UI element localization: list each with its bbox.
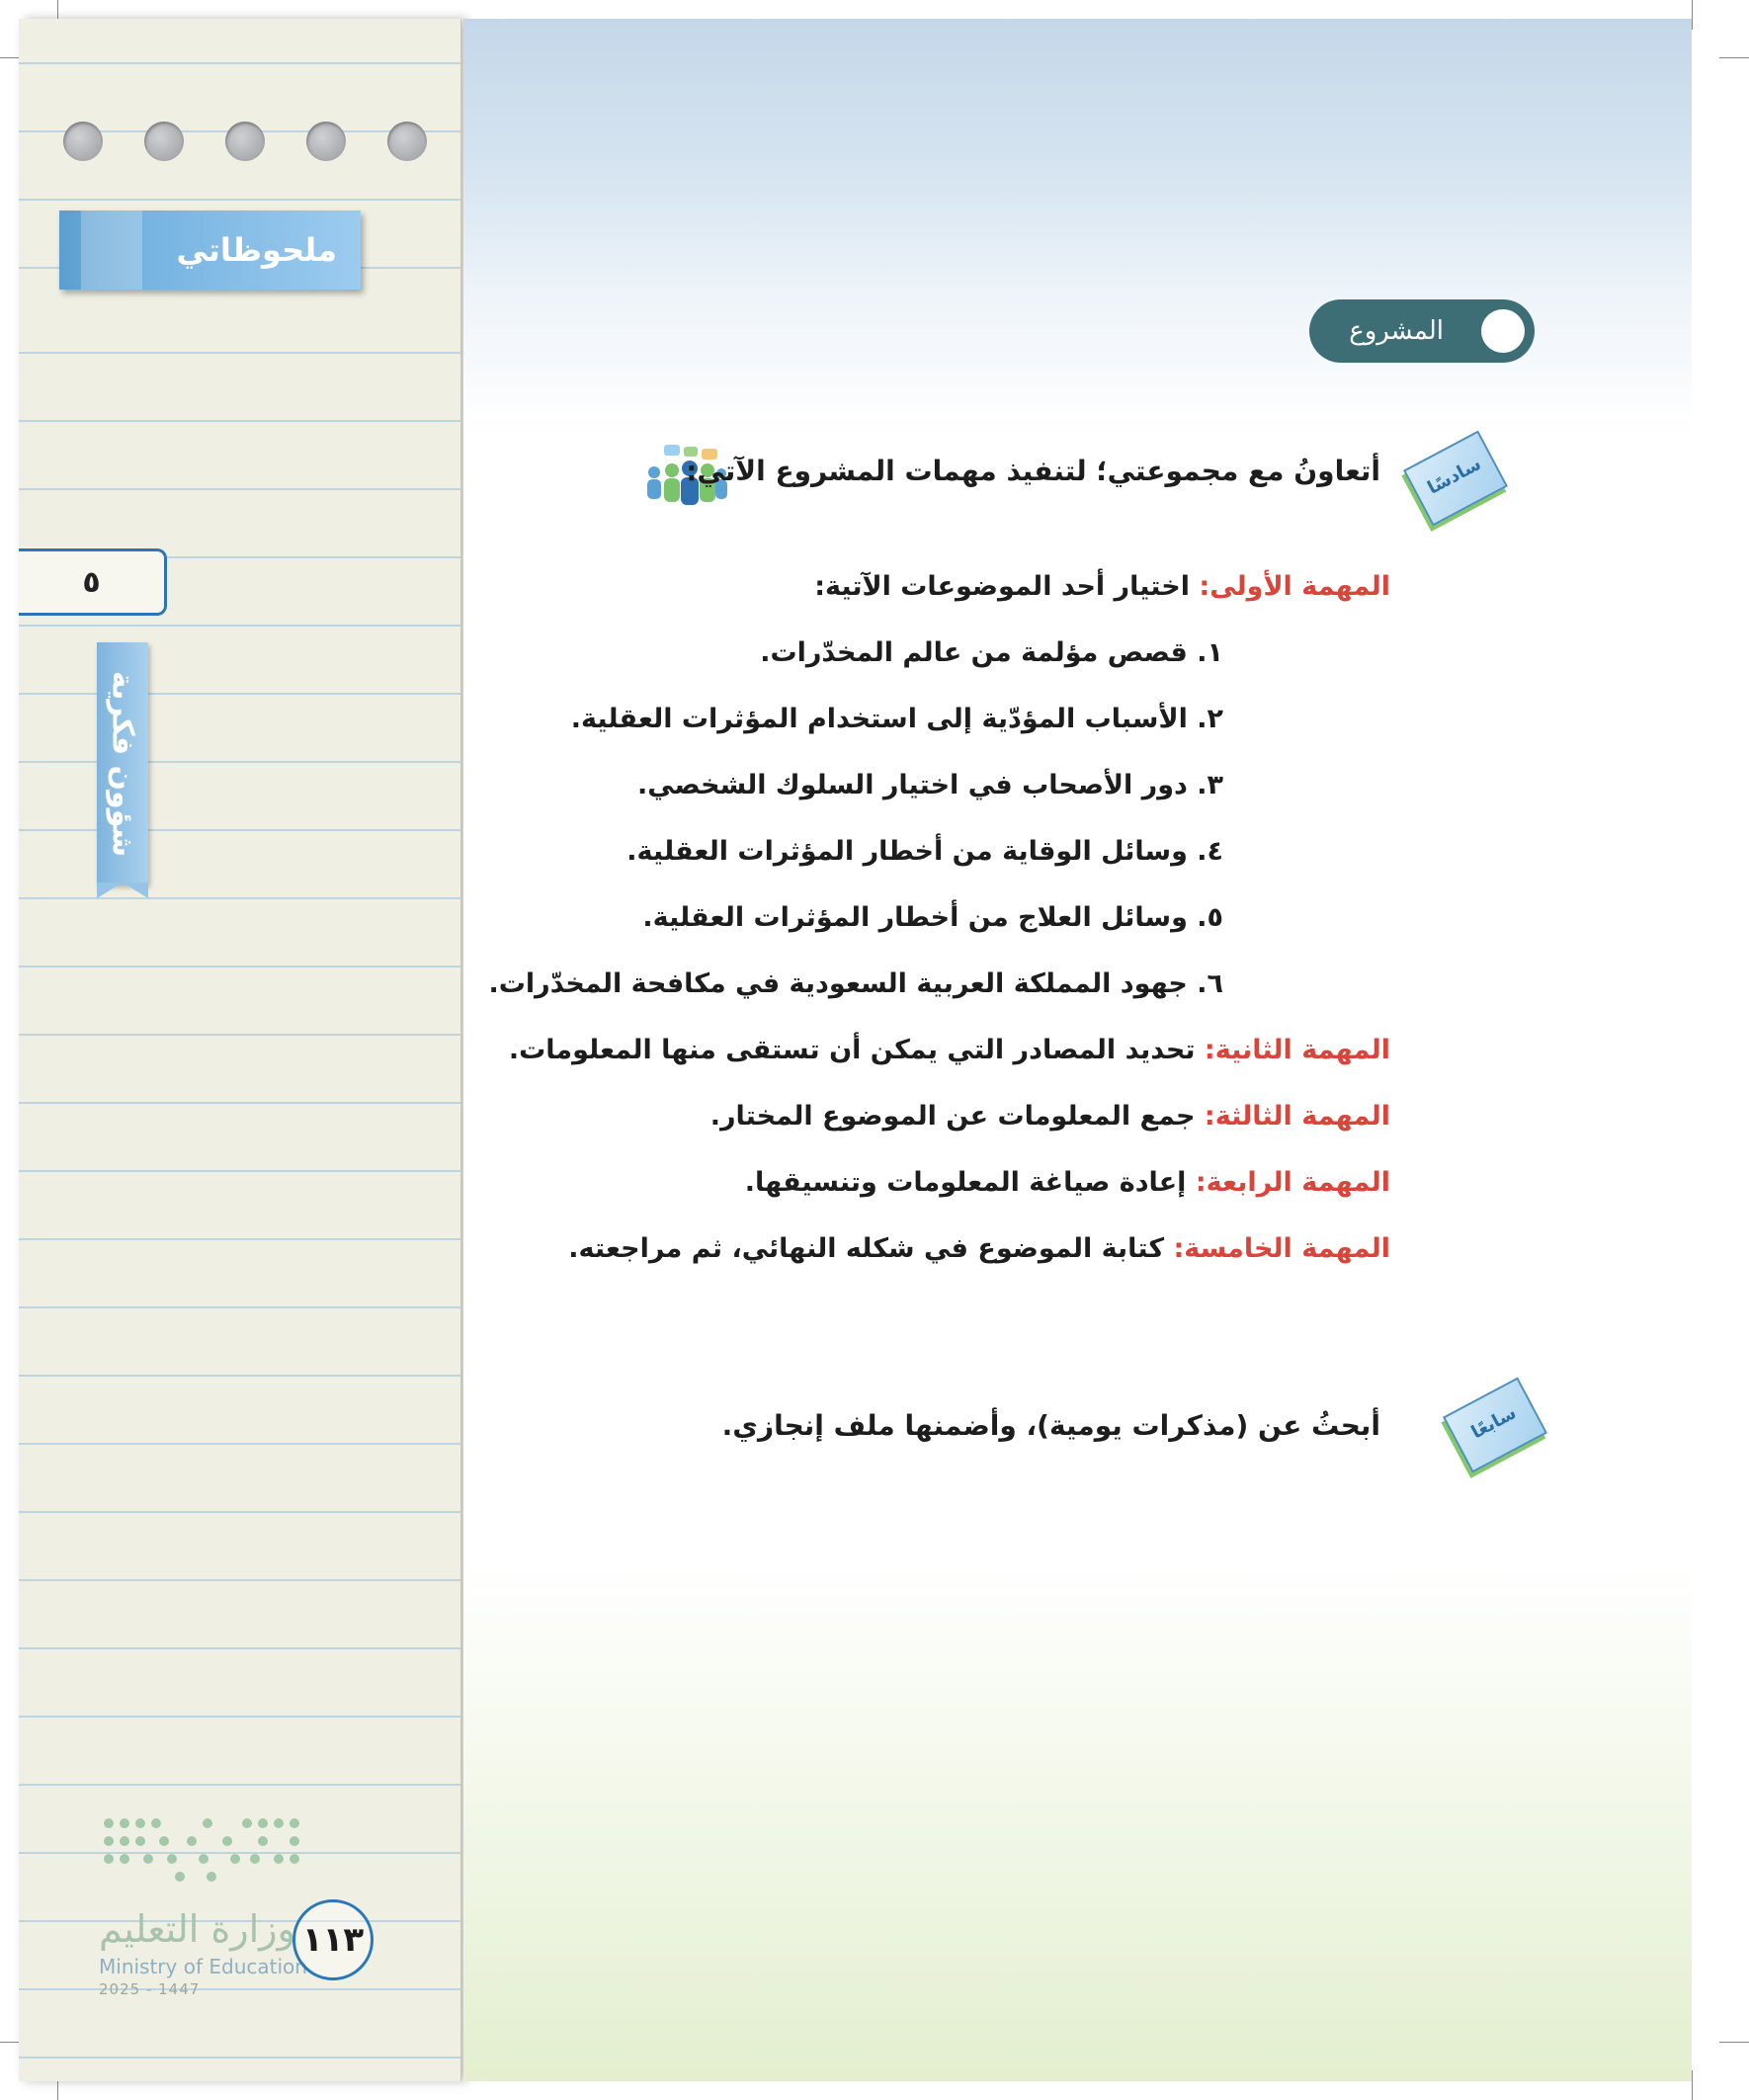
unit-number-box: [19, 548, 167, 616]
notes-title-text: ملحوظاتي: [176, 231, 337, 269]
task-one-label: المهمة الأولى:: [1199, 571, 1390, 602]
task-four-text: إعادة صياغة المعلومات وتنسيقها.: [744, 1167, 1187, 1198]
task-four: [745, 1167, 1390, 1198]
seventh-badge-text: سابعًا: [1467, 1402, 1521, 1444]
crop-mark: [1719, 57, 1749, 58]
ministry-name-english: Ministry of Education: [99, 1955, 307, 1978]
notes-title: [59, 210, 361, 290]
task-one-text: اختيار أحد الموضوعات الآتية:: [814, 571, 1190, 602]
unit-name-ribbon: [97, 642, 148, 884]
task-one: [814, 571, 1390, 602]
task-four-label: المهمة الرابعة:: [1195, 1167, 1390, 1198]
ministry-logo-icon: [104, 1818, 311, 1888]
notes-sidebar: [19, 19, 461, 2081]
section-label-pill: [1309, 299, 1535, 363]
topic-item: ٦. جهود المملكة العربية السعودية في مكافحة المخدّرات.: [488, 968, 1223, 999]
crop-mark: [1719, 2042, 1749, 2043]
topic-item: ٥. وسائل العلاج من أخطار المؤثرات العقلية.: [642, 902, 1223, 933]
task-three-label: المهمة الثالثة:: [1204, 1101, 1390, 1132]
edition-year: 2025 - 1447: [99, 1980, 201, 1998]
unit-number: ٥: [82, 565, 101, 600]
binder-hole-icon: [225, 122, 265, 161]
section-seven-text: أبحثُ عن (مذكرات يومية)، وأضمنها ملف إنجازي.: [721, 1409, 1380, 1442]
title-stripe: [81, 210, 142, 290]
pill-dot-icon: [1481, 309, 1525, 353]
binder-holes: [63, 122, 429, 165]
crop-mark: [1692, 2070, 1693, 2100]
section-label: المشروع: [1349, 316, 1444, 346]
task-five-label: المهمة الخامسة:: [1173, 1233, 1390, 1264]
topic-item: ١. قصص مؤلمة من عالم المخدّرات.: [760, 637, 1223, 668]
binder-hole-icon: [387, 122, 427, 161]
task-three: [710, 1101, 1390, 1132]
binder-hole-icon: [306, 122, 346, 161]
topic-item: ٤. وسائل الوقاية من أخطار المؤثرات العقلية.: [626, 836, 1223, 867]
binder-hole-icon: [63, 122, 103, 161]
task-two-text: تحديد المصادر التي يمكن أن تستقى منها المعلومات.: [508, 1035, 1196, 1065]
ministry-name-arabic: وزارة التعليم: [99, 1907, 295, 1951]
topic-item: ٢. الأسباب المؤدّية إلى استخدام المؤثرات العقلية.: [570, 704, 1223, 734]
task-three-text: جمع المعلومات عن الموضوع المختار.: [709, 1101, 1196, 1132]
unit-name: شؤون فكرية: [105, 670, 140, 857]
binder-hole-icon: [144, 122, 184, 161]
section-six-intro: أتعاونُ مع مجموعتي؛ لتنفيذ مهمات المشروع الآتي:: [686, 455, 1380, 487]
crop-mark: [1692, 0, 1693, 30]
topic-item: ٣. دور الأصحاب في اختيار السلوك الشخصي.: [636, 770, 1223, 800]
task-five: [568, 1233, 1390, 1264]
page-number: ١١٣: [292, 1899, 374, 1980]
sixth-badge-text: سادسًا: [1424, 453, 1485, 499]
task-two: [509, 1035, 1390, 1065]
task-five-text: كتابة الموضوع في شكله النهائي، ثم مراجعته.: [568, 1233, 1165, 1264]
ribbon-notch: [97, 882, 148, 898]
task-two-label: المهمة الثانية:: [1204, 1035, 1390, 1065]
